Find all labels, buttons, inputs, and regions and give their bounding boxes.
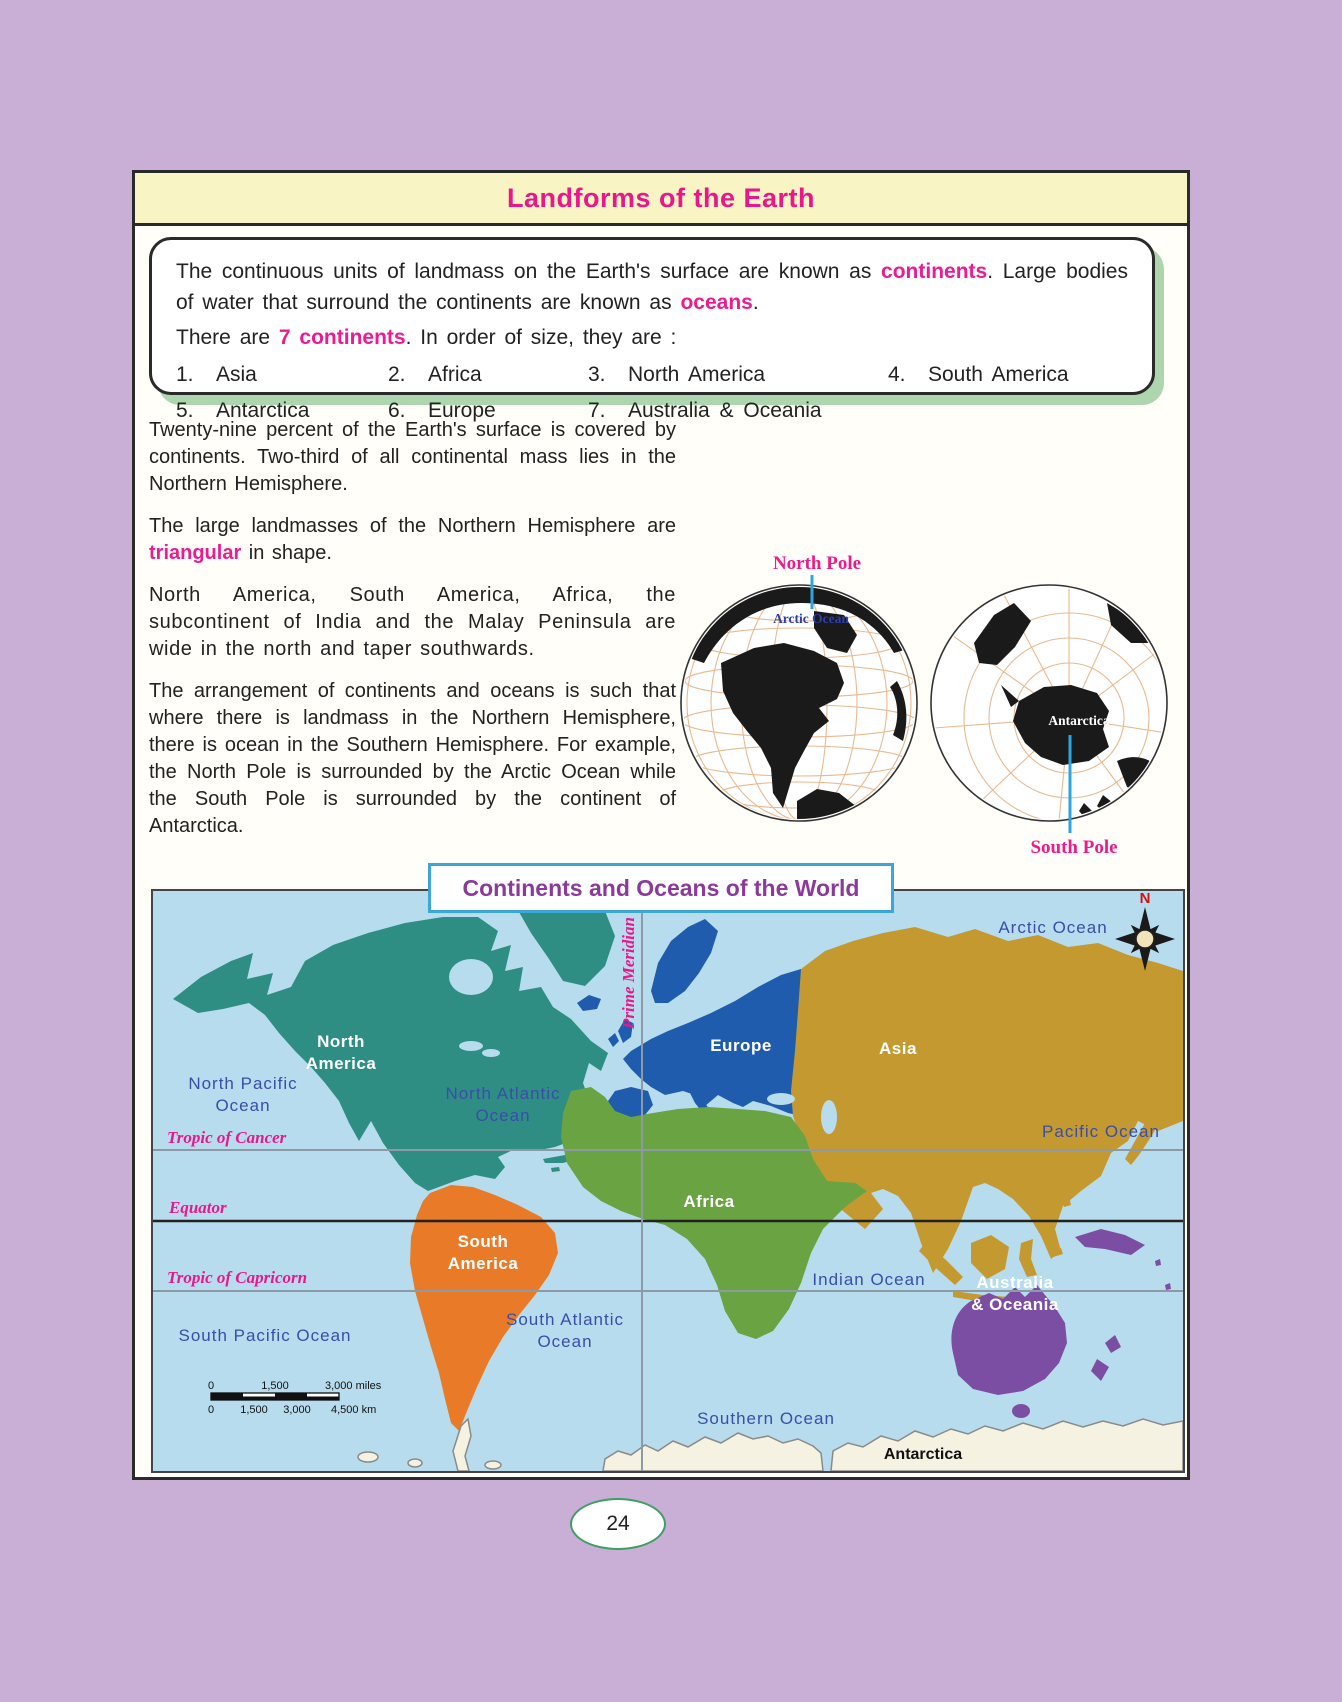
continent-name: Asia (216, 363, 257, 386)
intro-text: . (752, 291, 759, 314)
list-number: 2. (388, 363, 406, 386)
north-atlantic-label-2: Ocean (475, 1106, 531, 1125)
map-title-box (428, 863, 894, 913)
list-number: 4. (888, 363, 906, 386)
north-pacific-label-1: North Pacific (188, 1074, 298, 1093)
australia-label-2: & Oceania (971, 1295, 1059, 1314)
page-title: Landforms of the Earth (506, 182, 815, 213)
list-number: 1. (176, 363, 194, 386)
tropic-of-capricorn-label: Tropic of Capricorn (167, 1268, 308, 1287)
south-america-label-1: South (457, 1232, 509, 1251)
scale-km-3000: 3,000 (283, 1404, 311, 1416)
list-number: 6. (388, 399, 406, 422)
south-pacific-label: South Pacific Ocean (178, 1326, 352, 1345)
intro-paragraph-2 (176, 322, 1128, 353)
globe-south-pole (931, 585, 1174, 858)
scale-miles-0: 0 (207, 1380, 215, 1392)
arctic-ocean-globe-label: Arctic Ocean (773, 611, 849, 626)
globe-north-pole (681, 553, 917, 821)
antarctica-map-label: Antarctica (883, 1446, 963, 1463)
list-number: 3. (588, 363, 606, 386)
continent-name: Europe (428, 399, 496, 422)
globes-illustration (659, 503, 1187, 863)
map-title: Continents and Oceans of the World (462, 874, 860, 901)
africa-label: Africa (683, 1192, 735, 1211)
scale-miles-3000: 3,000 miles (325, 1380, 382, 1392)
list-item-empty (888, 399, 1128, 423)
scale-km-1500: 1,500 (240, 1404, 268, 1416)
list-number: 5. (176, 399, 194, 422)
page-number: 24 (606, 1512, 630, 1535)
list-item (888, 363, 1128, 387)
pacific-ocean-label: Pacific Ocean (1042, 1122, 1160, 1141)
asia-label: Asia (879, 1039, 917, 1058)
list-item (176, 363, 388, 387)
paragraph: Twenty-nine percent of the Earth's surface is covered by continents. Two-third of all continental mass lies in the Northern Hemisphere. (149, 419, 676, 495)
scale-bar-strip (211, 1393, 339, 1400)
chapter-title-bar (135, 173, 1187, 226)
tasmania (1012, 1404, 1030, 1418)
north-america-label-2: America (305, 1054, 377, 1073)
continent-name: Africa (428, 363, 482, 386)
north-atlantic-label-1: North Atlantic (445, 1084, 561, 1103)
world-map (151, 889, 1185, 1473)
list-item (388, 363, 588, 387)
keyword-oceans: oceans (680, 291, 753, 314)
intro-text: There are (176, 326, 279, 349)
keyword-7-continents: 7 continents (278, 326, 406, 349)
intro-text: . In order of size, they are : (405, 326, 677, 349)
intro-text: The continuous units of landmass on the Earth's surface are known as (176, 260, 882, 283)
arctic-ocean-label: Arctic Ocean (998, 918, 1108, 937)
tropic-of-cancer-label: Tropic of Cancer (167, 1128, 287, 1147)
keyword-triangular: triangular (149, 542, 242, 564)
continent-name: North America (628, 363, 766, 386)
body-text: in shape. (241, 542, 332, 564)
paragraph: The arrangement of continents and oceans is such that where there is landmass in the Northern Hemisphere, there is ocean in the Southern Hemisphere. For example, the North Pole is surrounded by the Arctic Ocean while the South Pole is surrounded by the continent of Antarctica. (149, 680, 676, 837)
south-pole-label: South Pole (1030, 837, 1118, 858)
keyword-continents: continents (881, 260, 988, 283)
south-atlantic-label-1: South Atlantic (506, 1310, 624, 1329)
north-pole-label: North Pole (772, 553, 862, 574)
australia-label-1: Australia (976, 1273, 1054, 1292)
equator-label: Equator (169, 1198, 227, 1217)
north-america-label-1: North (317, 1032, 365, 1051)
book-page (132, 170, 1190, 1480)
body-text: The large landmasses of the Northern Hemisphere are (149, 515, 676, 537)
south-america-label-2: America (447, 1254, 519, 1273)
prime-meridian-label: Prime Meridian (619, 917, 638, 1029)
scale-km-0: 0 (207, 1404, 215, 1416)
europe-label: Europe (710, 1036, 772, 1055)
north-pacific-label-2: Ocean (215, 1096, 271, 1115)
paragraph (149, 513, 676, 567)
southern-ocean-label: Southern Ocean (697, 1409, 835, 1428)
page-number-badge (570, 1498, 666, 1550)
body-text-column (149, 417, 676, 855)
paragraph: North America, South America, Africa, the subcontinent of India and the Malay Peninsula are wide in the north and taper southwards. (149, 584, 676, 660)
list-number: 7. (588, 399, 606, 422)
continent-name: South America (928, 363, 1069, 386)
intro-definition-box (149, 237, 1155, 422)
compass-center (1136, 930, 1154, 948)
indian-ocean-label: Indian Ocean (812, 1270, 926, 1289)
intro-paragraph-1 (176, 256, 1128, 318)
scale-km-4500: 4,500 km (331, 1404, 377, 1416)
south-atlantic-label-2: Ocean (537, 1332, 593, 1351)
compass-north-letter: N (1139, 891, 1151, 907)
continent-name: Antarctica (216, 399, 310, 422)
list-item (588, 363, 888, 387)
intro-text: . Large bodies of water that surround the continents are known as (176, 260, 1128, 314)
world-map-svg (153, 891, 1183, 1471)
scale-miles-1500: 1,500 (261, 1380, 289, 1392)
antarctica-globe-label: Antarctica (1048, 713, 1110, 728)
continent-list (176, 363, 1128, 423)
continent-name: Australia & Oceania (628, 399, 822, 422)
